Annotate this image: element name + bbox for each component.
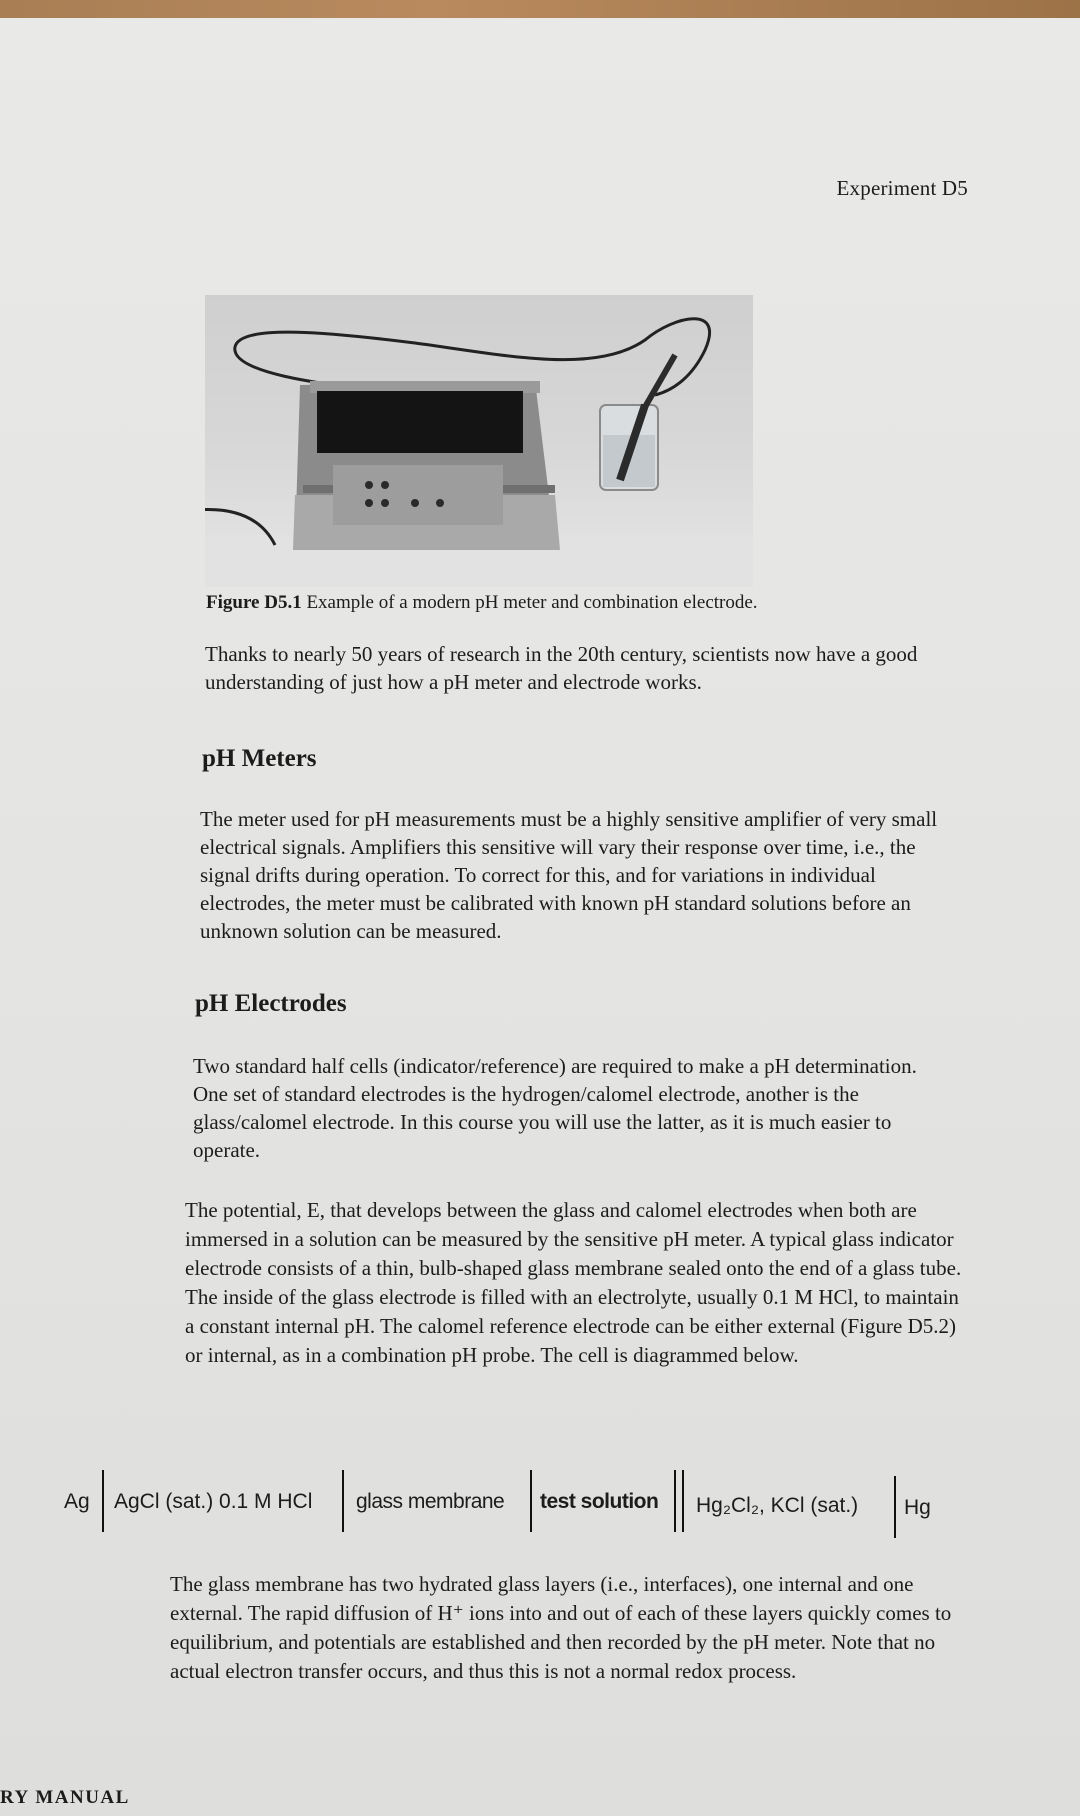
page-footer: RY MANUAL <box>0 1787 130 1808</box>
ph-meters-paragraph: The meter used for pH measurements must be a highly sensitive amplifier of very small electrical signals. Amplifiers this sensitive will vary their response over time, i.e., the signal drifts during operation. To correct for this, and for variations in individual electrodes, the meter must be calibrated with known pH standard solutions before an unknown solution can be measured. <box>200 807 938 943</box>
electrodes-paragraph-3: The glass membrane has two hydrated glass layers (i.e., interfaces), one internal and one external. The rapid diffusion of H⁺ ions into and out of each of these layers quickly comes to equilibrium, and potentials are established and then recorded by the pH meter. Note that no actual electron transfer occurs, and thus this is not a normal redox process. <box>170 1572 952 1683</box>
page-header: Experiment D5 <box>836 176 968 200</box>
background-strip <box>0 0 1080 18</box>
figure-caption <box>206 592 758 614</box>
electrodes-paragraph-1: Two standard half cells (indicator/reference) are required to make a pH determination. One set of standard electrodes is the hydrogen/calomel electrode, another is the glass/calomel electrode. In this course you will use the latter, as it is much easier to operate. <box>193 1054 917 1162</box>
cell-hg2cl2-kcl: Hg₂Cl₂, KCl (sat.) <box>696 1494 859 1517</box>
section-heading-ph-electrodes: pH Electrodes <box>195 990 347 1017</box>
ph-meter-photo <box>205 295 753 587</box>
cell-agcl-hcl: AgCl (sat.) 0.1 M HCl <box>114 1490 313 1513</box>
intro-paragraph: Thanks to nearly 50 years of research in the 20th century, scientists now have a good understanding of just how a pH meter and electrode works. <box>205 642 918 694</box>
phase-boundary <box>102 1470 104 1532</box>
figure-label: Figure D5.1 <box>206 592 302 613</box>
electrodes-paragraph-2: The potential, E, that develops between the glass and calomel electrodes when both are immersed in a solution can be measured by the sensitive pH meter. A typical glass indicator electrode consists of a thin, bulb-shaped glass membrane sealed onto the end of a glass tube. The inside of the glass electrode is filled with an electrolyte, usually 0.1 M HCl, to maintain a constant internal pH. The calomel reference electrode can be either external (Figure D5.2) or internal, as in a combination pH probe. The cell is diagrammed below. <box>185 1198 962 1367</box>
phase-boundary <box>894 1476 896 1538</box>
cell-glass-membrane: glass membrane <box>356 1490 505 1513</box>
cell-hg: Hg <box>904 1496 931 1519</box>
section-heading-ph-meters: pH Meters <box>202 745 317 772</box>
cell-diagram <box>64 1470 964 1540</box>
salt-bridge-line <box>674 1470 676 1532</box>
cell-ag: Ag <box>64 1490 90 1513</box>
figure-caption-text: Example of a modern pH meter and combination electrode. <box>306 592 758 613</box>
phase-boundary <box>530 1470 532 1532</box>
cell-test-solution: test solution <box>540 1490 659 1513</box>
phase-boundary <box>342 1470 344 1532</box>
salt-bridge-line <box>682 1470 684 1532</box>
